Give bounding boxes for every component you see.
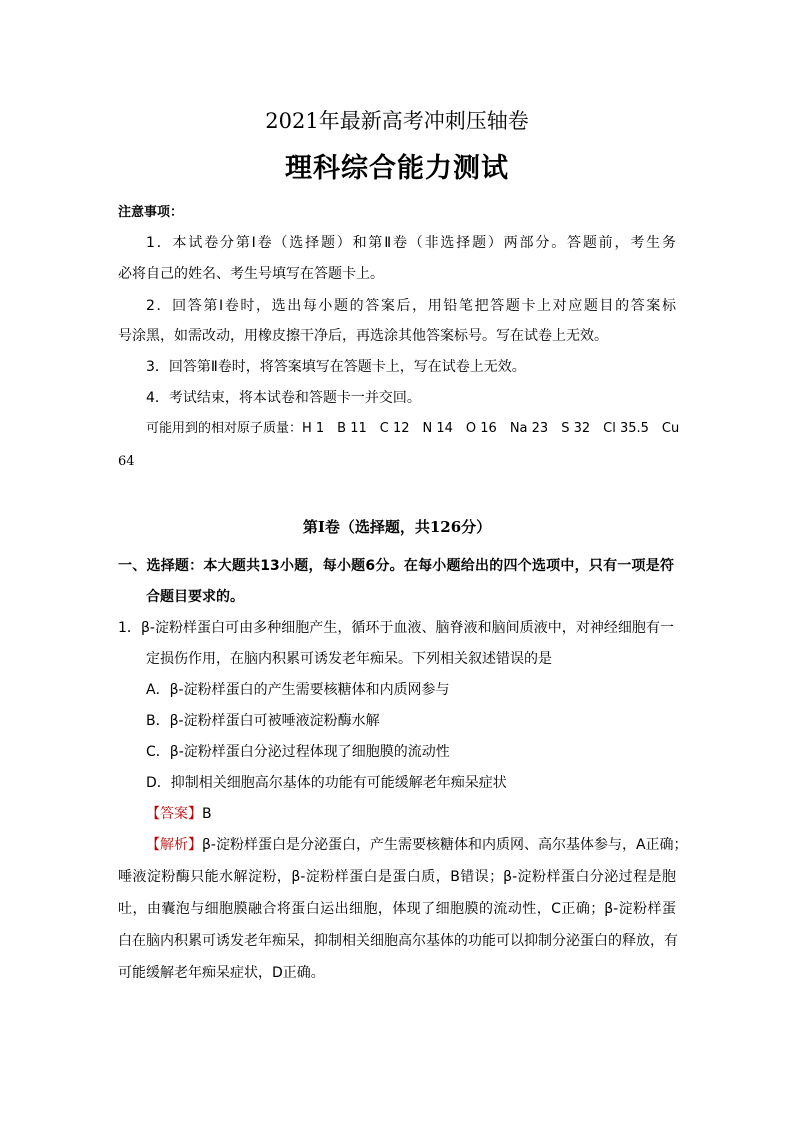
answer-line: [146, 804, 212, 824]
question-1-stem-line-2: 定损伤作用，在脑内积累可诱发老年痴呆。下列相关叙述错误的是: [146, 651, 552, 667]
analysis-text-1: β-淀粉样蛋白是分泌蛋白，产生需要核糖体和内质网、高尔基体参与，A正确；: [202, 837, 688, 853]
section-title: 第Ⅰ卷（选择题，共126分）: [302, 518, 492, 536]
notice-item-4: 4．考试结束，将本试卷和答题卡一并交回。: [146, 390, 421, 406]
atomic-mass-line-2: 64: [118, 454, 135, 469]
analysis-line-1: [146, 835, 688, 855]
question-1-option-b: B．β-淀粉样蛋白可被唾液淀粉酶水解: [146, 713, 380, 729]
analysis-line-3: 吐，由囊泡与细胞膜融合将蛋白运出细胞，体现了细胞膜的流动性，C正确；β-淀粉样蛋: [118, 901, 676, 917]
notice-item-1-line-1: 1．本试卷分第Ⅰ卷（选择题）和第Ⅱ卷（非选择题）两部分。答题前，考生务: [146, 235, 676, 251]
section-instruction-line-1: 一、选择题：本大题共13小题，每小题6分。在每小题给出的四个选项中，只有一项是符: [118, 558, 674, 574]
question-1-stem-line-1: 1．β-淀粉样蛋白可由多种细胞产生，循环于血液、脑脊液和脑间质液中，对神经细胞有一: [118, 620, 674, 636]
exam-title: 2021年最新高考冲刺压轴卷: [265, 109, 529, 133]
answer-value: B: [202, 806, 212, 822]
analysis-line-4: 白在脑内积累可诱发老年痴呆，抑制相关细胞高尔基体的功能可以抑制分泌蛋白的释放，有: [118, 933, 678, 949]
notice-item-1-line-2: 必将自己的姓名、考生号填写在答题卡上。: [118, 266, 384, 282]
analysis-tag: 【解析】: [146, 837, 202, 853]
question-1-option-a: A．β-淀粉样蛋白的产生需要核糖体和内质网参与: [146, 682, 450, 698]
notice-item-3: 3．回答第Ⅱ卷时，将答案填写在答题卡上，写在试卷上无效。: [146, 359, 526, 375]
notice-item-2-line-2: 号涂黑，如需改动，用橡皮擦干净后，再选涂其他答案标号。写在试卷上无效。: [118, 328, 608, 344]
analysis-line-2: 唾液淀粉酶只能水解淀粉，β-淀粉样蛋白是蛋白质，B错误；β-淀粉样蛋白分泌过程是胞: [118, 869, 676, 885]
answer-tag: 【答案】: [146, 806, 202, 822]
question-1-option-c: C．β-淀粉样蛋白分泌过程体现了细胞膜的流动性: [146, 744, 450, 760]
atomic-mass-line-1: 可能用到的相对原子质量：H 1 B 11 C 12 N 14 O 16 Na 23 S 32 Cl 35.5 Cu: [146, 421, 680, 436]
notice-item-2-line-1: 2．回答第Ⅰ卷时，选出每小题的答案后，用铅笔把答题卡上对应题目的答案标: [146, 298, 676, 314]
notice-heading: 注意事项：: [118, 205, 184, 220]
question-1-option-d: D．抑制相关细胞高尔基体的功能有可能缓解老年痴呆症状: [146, 775, 507, 791]
section-instruction-line-2: 合题目要求的。: [146, 589, 244, 605]
analysis-line-5: 可能缓解老年痴呆症状，D正确。: [118, 965, 325, 981]
exam-subtitle: 理科综合能力测试: [285, 153, 509, 184]
